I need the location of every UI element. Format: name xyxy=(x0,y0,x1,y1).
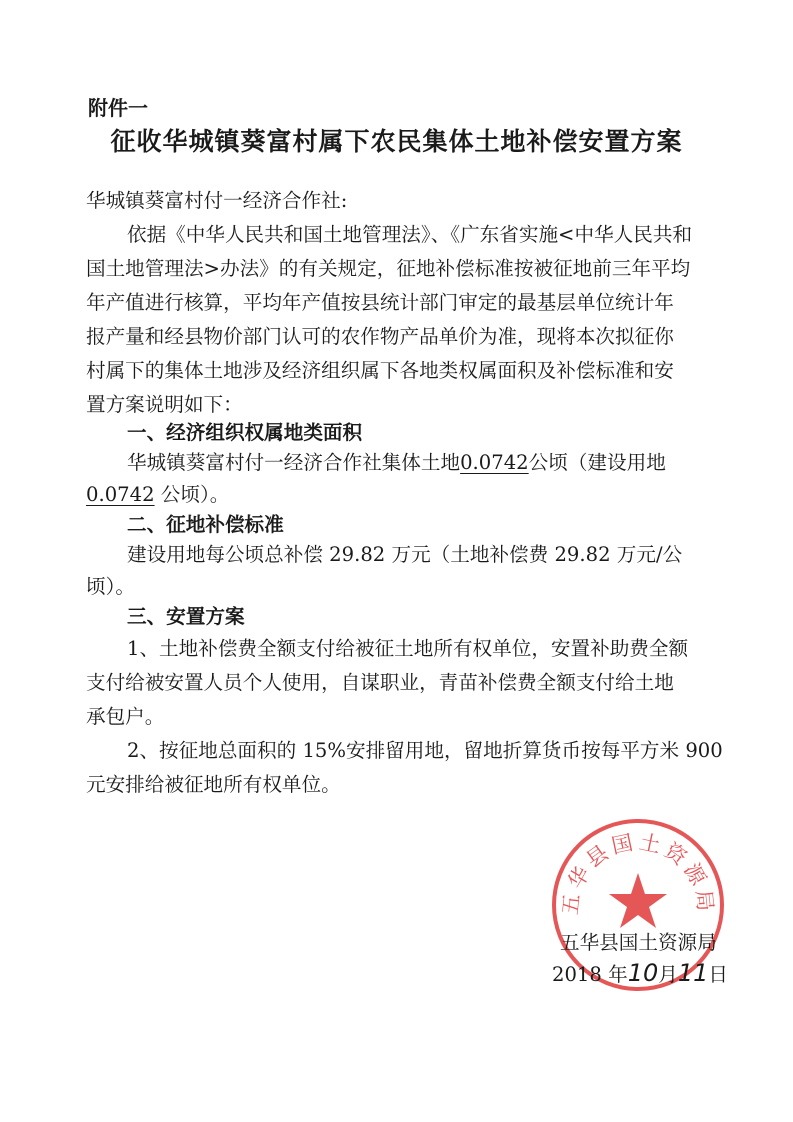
section-2-heading: 二、征地补偿标准 xyxy=(127,513,284,536)
star-icon xyxy=(609,873,667,928)
intro-line: 依据《中华人民共和国土地管理法》、《广东省实施<中华人民共和 xyxy=(127,223,693,246)
intro-line: 村属下的集体土地涉及经济组织属下各地类权属面积及补偿标准和安 xyxy=(86,359,674,382)
section-1-text: 华城镇葵富村付一经济合作社集体土地 xyxy=(127,451,461,474)
intro-line: 置方案说明如下： xyxy=(86,393,243,416)
section-2-line: 建设用地每公顷总补偿 29.82 万元（土地补偿费 29.82 万元/公 xyxy=(127,543,683,566)
recipient-line: 华城镇葵富村付一经济合作社: xyxy=(86,189,348,212)
section-3-item-1-line: 1、土地补偿费全额支付给被征土地所有权单位，安置补助费全额 xyxy=(127,637,689,660)
issuing-organization: 五华县国土资源局 xyxy=(560,931,717,954)
section-1-text: 公顷（建设用地 xyxy=(528,451,666,474)
section-3-item-1-line: 承包户。 xyxy=(86,705,165,728)
section-1-heading: 一、经济组织权属地类面积 xyxy=(127,421,363,444)
section-3-item-1-line: 支付给被安置人员个人使用，自谋职业，青苗补偿费全额支付给土地 xyxy=(86,671,674,694)
intro-line: 国土地管理法>办法》的有关规定，征地补偿标准按被征地前三年平均 xyxy=(86,257,691,280)
date-day: 11 xyxy=(677,959,709,987)
intro-line: 年产值进行核算，平均年产值按县统计部门审定的最基层单位统计年 xyxy=(86,291,674,314)
attachment-label: 附件一 xyxy=(88,96,148,120)
section-3-item-2-line: 元安排给被征地所有权单位。 xyxy=(86,773,341,796)
section-2-line: 顷）。 xyxy=(86,575,135,598)
section-1-text: 公顷）。 xyxy=(160,483,230,506)
section-3-heading: 三、安置方案 xyxy=(127,605,245,628)
section-3-item-2-line: 2、按征地总面积的 15%安排留用地，留地折算货币按每平方米 900 xyxy=(127,739,723,762)
date-month: 10 xyxy=(627,959,659,987)
construction-land-value: 0.0742 xyxy=(86,483,155,506)
seal-text: 五华县国土资源局 xyxy=(558,829,718,917)
issue-date xyxy=(552,958,728,987)
date-year: 2018 年 xyxy=(552,963,628,986)
section-1-line xyxy=(127,446,727,480)
land-area-value: 0.0742 xyxy=(460,451,529,474)
intro-line: 报产量和经县物价部门认可的农作物产品单价为准，现将本次拟征你 xyxy=(86,325,674,348)
date-day-suffix: 日 xyxy=(708,963,728,986)
date-month-suffix: 月 xyxy=(658,963,678,986)
section-1-line xyxy=(86,478,726,512)
document-title: 征收华城镇葵富村属下农民集体土地补偿安置方案 xyxy=(110,127,683,156)
